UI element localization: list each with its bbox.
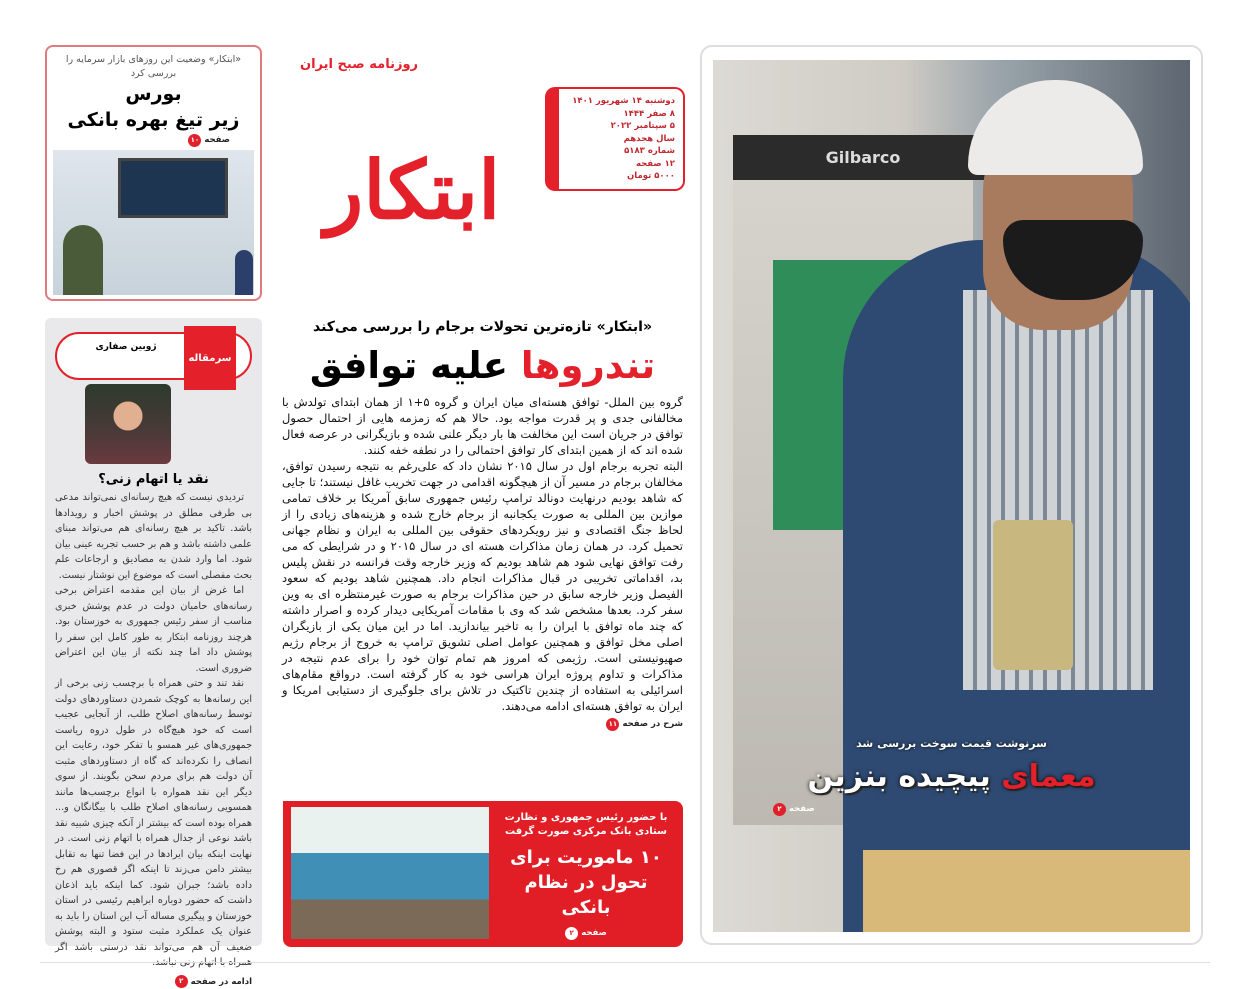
lead-continued-ref[interactable] (280, 714, 685, 735)
editorial-tag: سرمقاله (184, 326, 236, 390)
photo-kicker: سرنوشت قیمت سوخت بررسی شد (856, 737, 1047, 750)
lead-headline-black: علیه توافق (309, 344, 509, 387)
editorial-paragraph: نقد تند و حتی همراه با برچسب زنی برخی از این رسانه‌ها به کوچک شمردن دستاوردهای دولت توسط رسانه‌های اصلاح طلب، از آنجایی عجیب است که خود هیچ‌گاه در طول دروه ریاست جمهوری‌های غیر همسو با تفکر خود، رعایت این انصاف را نکرده‌اند که گاه از دستاوردهای مثبت آن دولت هم برای مردم سخن بگویند. از سوی دیگر این نقد همواره با انواع برچسب‌ها مانند همسویی رسانه‌های اصلاح طلب با بیگانگان و... همراه بوده است که بیشتر از آنکه چیزی شبیه نقد باشد نوعی از جدال همراه با اتهام زنی است. در نهایت اینکه بیان ایرادها در این فضا تنها به تقابل بیشتر دامن می‌زند تا اینکه اگر قصوری هم رخ داده باشد؛ جبران شود. کما اینکه باید اذعان داشت که حضور دوباره ابراهیم رئیسی در استان خوزستان و پیگیری مساله آب این استان را باید به عنوان یک عملکرد مثبت ستود و البته پوشش ضعیف آن هم می‌تواند نقد درستی باشد اگر (55, 678, 252, 953)
price: ۵۰۰۰ تومان (627, 171, 675, 181)
lead-headline[interactable] (280, 338, 685, 394)
stock-board-photo (53, 150, 254, 295)
white-cap (968, 80, 1143, 175)
person-figure (63, 225, 103, 295)
lead-headline-red: تندروها (520, 344, 656, 387)
editorial-paragraph: تردیدی نیست که هیچ رسانه‌ای نمی‌تواند مدعی بی طرفی مطلق در پوشش اخبار و رویدادها باشد. تاکید بر هیچ رسانه‌ای هم می‌تواند مبنای علمی داشته باشد و هم بر حسب تجربه عینی بیان شود. اما وارد شدن به مصادیق و ارجاعات علم بحث مفصلی است که موضوع این نوشتار نیست. (55, 492, 252, 581)
masthead (280, 45, 685, 310)
bourse-headline-2: زیر تیغ بهره بانکی (67, 109, 240, 131)
bourse-teaser[interactable] (45, 45, 262, 301)
page-label: صفحه (581, 928, 607, 938)
newspaper-logo: ابتکار (324, 143, 501, 237)
issue-date-hijri: ۸ صفر ۱۴۴۴ (623, 108, 675, 119)
pump-brand-sign: Gilbarco (733, 135, 993, 180)
issue-date-persian: دوشنبه ۱۴ شهریور ۱۴۰۱ (572, 96, 675, 106)
page-number-badge: ۲ (565, 927, 578, 940)
banking-teaser[interactable] (283, 801, 683, 947)
editorial-body (55, 490, 252, 971)
issue-info-box (545, 87, 685, 191)
photo-page-ref[interactable] (773, 802, 815, 816)
banking-kicker: با حضور رئیس جمهوری و نظارت ستادی بانک مرکزی صورت گرفت (504, 812, 668, 837)
editorial-paragraph: اما غرض از بیان این مقدمه اعتراض برخی رسانه‌های حامیان دولت در عدم پوشش خبری مناسب از سفر رئیس جمهوری به خوزستان بود. هرچند روزنامه ابتکار به طور کامل این سفر را پوشش داد اما چند نکته از بیان این اعتراض ضروری است. (55, 585, 252, 674)
editorial-header (55, 332, 252, 380)
gas-station-photo (713, 60, 1190, 932)
issue-year: سال هجدهم (623, 133, 675, 144)
page-number-badge: ۱۰ (188, 134, 201, 147)
page-number-badge: ۲ (175, 975, 188, 988)
continued-label: شرح در صفحه (622, 719, 683, 729)
banknotes (993, 520, 1073, 670)
bourse-page-ref[interactable] (47, 133, 260, 147)
issue-date-gregorian: ۵ سپتامبر ۲۰۲۲ (610, 121, 675, 131)
page-label: صفحه (789, 804, 815, 814)
lead-paragraph: گروه بین الملل- توافق هسته‌ای میان ایران و گروه ۵+۱ از همان ابتدای تولدش با مخالفانی جدی و پر قدرت مواجه بود. حالا هم که زمزمه هایی از احتمال حصول توافق در جریان است این مخالفت ها بار دیگر علنی شده و بازیگرانی در عرصه فعال شده اند که از همین ابتدای کار توافق احتمالی را در نطفه خفه کنند. (282, 395, 684, 457)
issue-number: شماره ۵۱۸۳ (624, 146, 675, 156)
page-count: ۱۲ صفحه (636, 158, 675, 169)
photo-story[interactable] (700, 45, 1203, 945)
editorial-column (45, 318, 262, 987)
photo-headline (807, 756, 1095, 798)
stock-board-screen (118, 158, 228, 218)
editorial-continued-ref[interactable] (55, 975, 252, 989)
pants (863, 850, 1190, 932)
page-number-badge: ۲ (773, 803, 786, 816)
meeting-photo (291, 807, 489, 939)
person-figure (235, 250, 253, 295)
logo-tagline: روزنامه صبح ایران (300, 57, 419, 72)
photo-headline-white: پیچیده بنزین (807, 759, 991, 794)
bourse-kicker: «ابتکار» وضعیت این روزهای بازار سرمایه را بررسی کرد (65, 54, 242, 79)
photo-headline-red: معمای (1001, 759, 1096, 794)
lead-article-body (280, 394, 685, 714)
continued-label: ادامه در صفحه (190, 976, 252, 987)
author-photo (85, 384, 171, 464)
lead-story-column (280, 316, 685, 947)
editorial-author: ژوبین صفاری (95, 342, 157, 352)
page-number-badge: ۱۱ (606, 718, 619, 731)
lead-paragraph: البته تجربه برجام اول در سال ۲۰۱۵ نشان داد که علی‌رغم به نتیجه رسیدن توافق، مخالفان برجام در مسیر آن از هیچگونه اقدامی در جهت تخریب غافل نیستند؛ تا جایی که شاهد بودیم درنهایت دونالد ترامپ رئیس جمهوری سابق آمریکا بر خلاف تمامی موازین بین المللی به صورت یکجانبه از برجام خارج شده و هزینه‌های زیادی را از لحاظ جنگ اقتصادی و نیز رویکردهای حقوقی بین المللی به ایران و نظام جهانی تحمیل کرد. در همان زمان مذاکرات هسته ای در سال ۲۰۱۵ و در شرایطی که می رفت توافق نهایی شود هم شاهد بودیم که وزیر خارجه وقت فرانسه در نقش پلیس بد، اقداماتی تخریبی در قبال مذاکرات انجام داد. همچنین شاهد بودیم که سعود الفیصل وزیر خارجه سابق در حین مذاکرات برجام به صورت غیرمنتظره ای به وین سفر کرد. بعدها مشخص شد که وی با مقامات آمریکایی دیدار کرده و اصرار داشته که چند ماه توافق با ایران را به تاخیر بیاندازید. اما در این میان یکی از بازیگران اصلی مخل توافق و همچنین عوامل اصلی تشویق ترامپ به خروج از برجام رژیم صهیونیستی است. رژیمی که امروز هم تمام توان خود را برای عدم نتیجه در مذاکرات و تداوم پروژه ایران هراسی خود به کار گرفته است. درواقع مقام‌های اسرائیلی به استفاده از چندین تاکتیک در تلاش برای جلوگیری از دستیابی امریکا و ایران به توافق هسته‌ای ادامه می‌دهند. (282, 459, 683, 713)
page-divider (40, 962, 1210, 963)
banking-page-ref[interactable] (565, 926, 607, 940)
lead-kicker: «ابتکار» تازه‌ترین تحولات برجام را بررسی می‌کند (312, 319, 652, 335)
editorial-title[interactable]: نقد یا اتهام زنی؟ (98, 472, 209, 487)
bourse-headline-1: بورس (125, 83, 182, 105)
page-label: صفحه (204, 135, 230, 145)
banking-headline: ۱۰ ماموریت برای تحول در نظام بانکی (510, 847, 662, 918)
